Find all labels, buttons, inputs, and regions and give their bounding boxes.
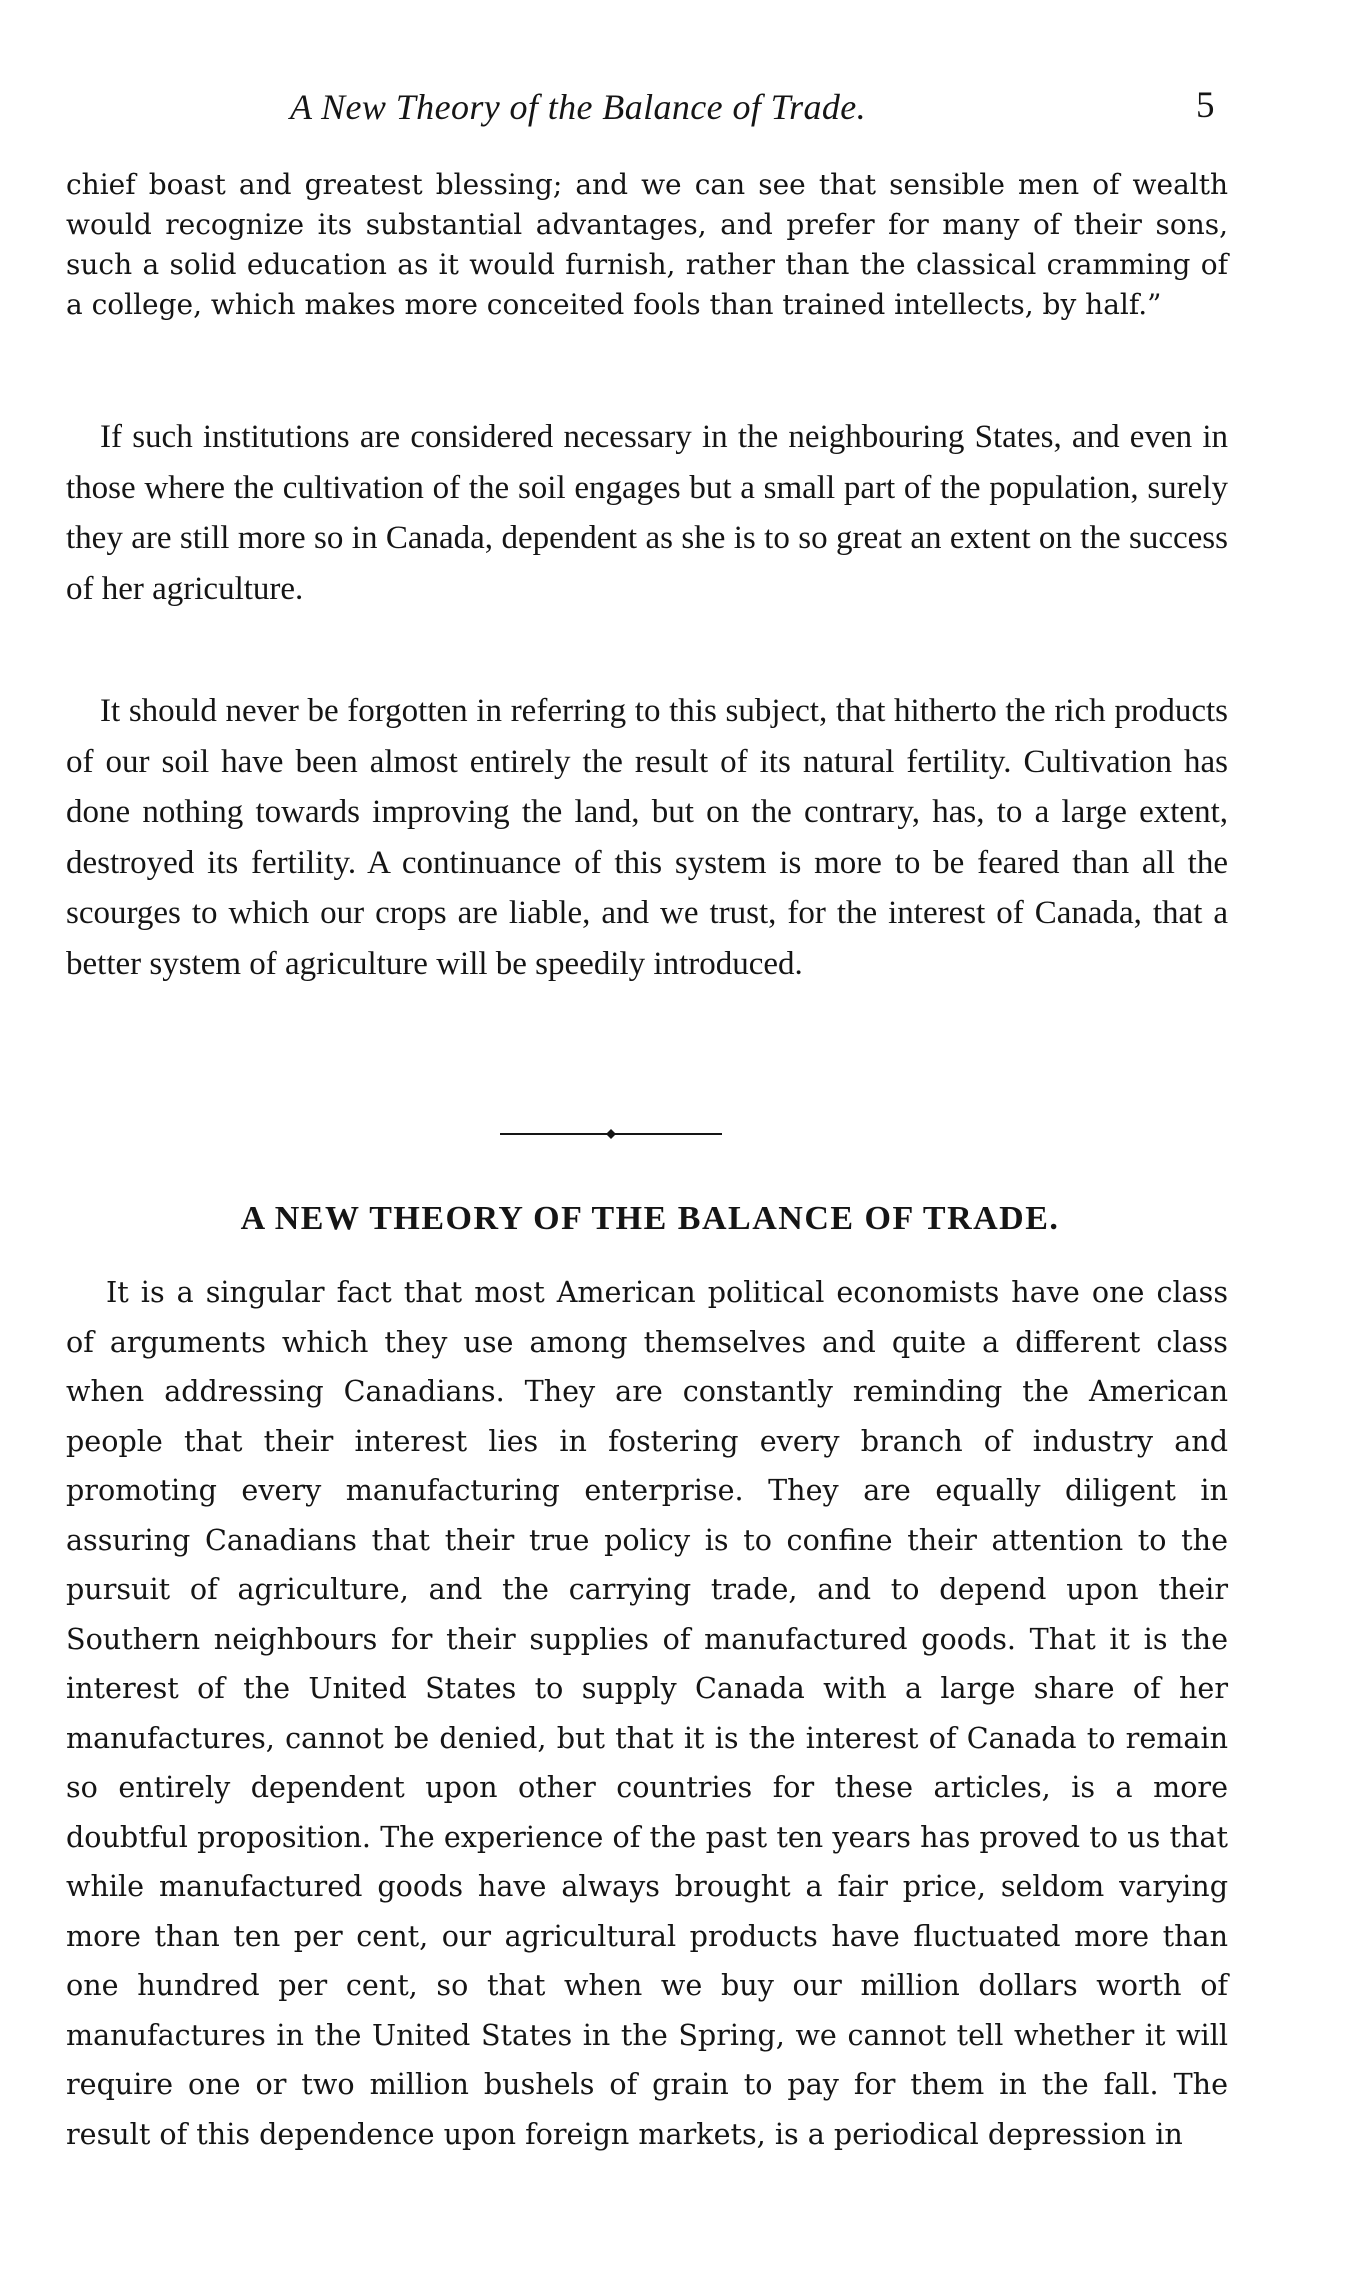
section-divider-ornament <box>500 1128 722 1140</box>
divider-diamond <box>606 1129 616 1139</box>
quote-continuation: chief boast and greatest blessing; and we can see that sensible men of wealth would recognize its substantial advantages, and prefer for many of their sons, such a solid education as it would furnish, rather than the classical cramming of a college, which makes more conceited fools than trained intellects, by half.” <box>66 168 1228 321</box>
running-title: A New Theory of the Balance of Trade. <box>290 87 867 127</box>
section-heading: A NEW THEORY OF THE BALANCE OF TRADE. <box>240 1200 1060 1237</box>
paragraph-soil-fertility: It should never be forgotten in referring to this subject, that hitherto the rich products of our soil have been almost entirely the result of its natural fertility. Cultivation has done nothing towards improving the land, but on the contrary, has, to a large extent, destroyed its fertility. A continuance of this system is more to be feared than all the scourges to which our crops are liable, and we trust, for the interest of Canada, that a better system of agriculture will be speedily introduced. <box>66 693 1228 982</box>
article-paragraph: It is a singular fact that most American political economists have one class of arguments which they use among themselves and quite a different class when addressing Canadians. They are constantly reminding the American people that their interest lies in fostering every branch of industry and promoting every manufacturing enterprise. They are equally diligent in assuring Canadians that their true policy is to confine their attention to the pursuit of agriculture, and the carrying trade, and to depend upon their Southern neighbours for their supplies of manufactured goods. That it is the interest of the United States to supply Canada with a large share of her manufactures, cannot be denied, but that it is the interest of Canada to remain so entirely dependent upon other countries for these articles, is a more doubtful proposition. The experience of the past ten years has proved to us that while manufactured goods have always brought a fair price, seldom varying more than ten per cent, our agricultural products have fluctuated more than one hundred per cent, so that when we buy our million dollars worth of manufactures in the United States in the Spring, we cannot tell whether it will require one or two million bushels of grain to pay for them in the fall. The result of this dependence upon foreign markets, is a periodical depression in <box>66 1275 1228 2151</box>
page-number: 5 <box>1196 85 1215 126</box>
paragraph-agriculture-institutions: If such institutions are considered necessary in the neighbouring States, and even in those where the cultivation of the soil engages but a small part of the population, surely they are still more so in Canada, dependent as she is to so great an extent on the success of her agriculture. <box>66 419 1228 607</box>
